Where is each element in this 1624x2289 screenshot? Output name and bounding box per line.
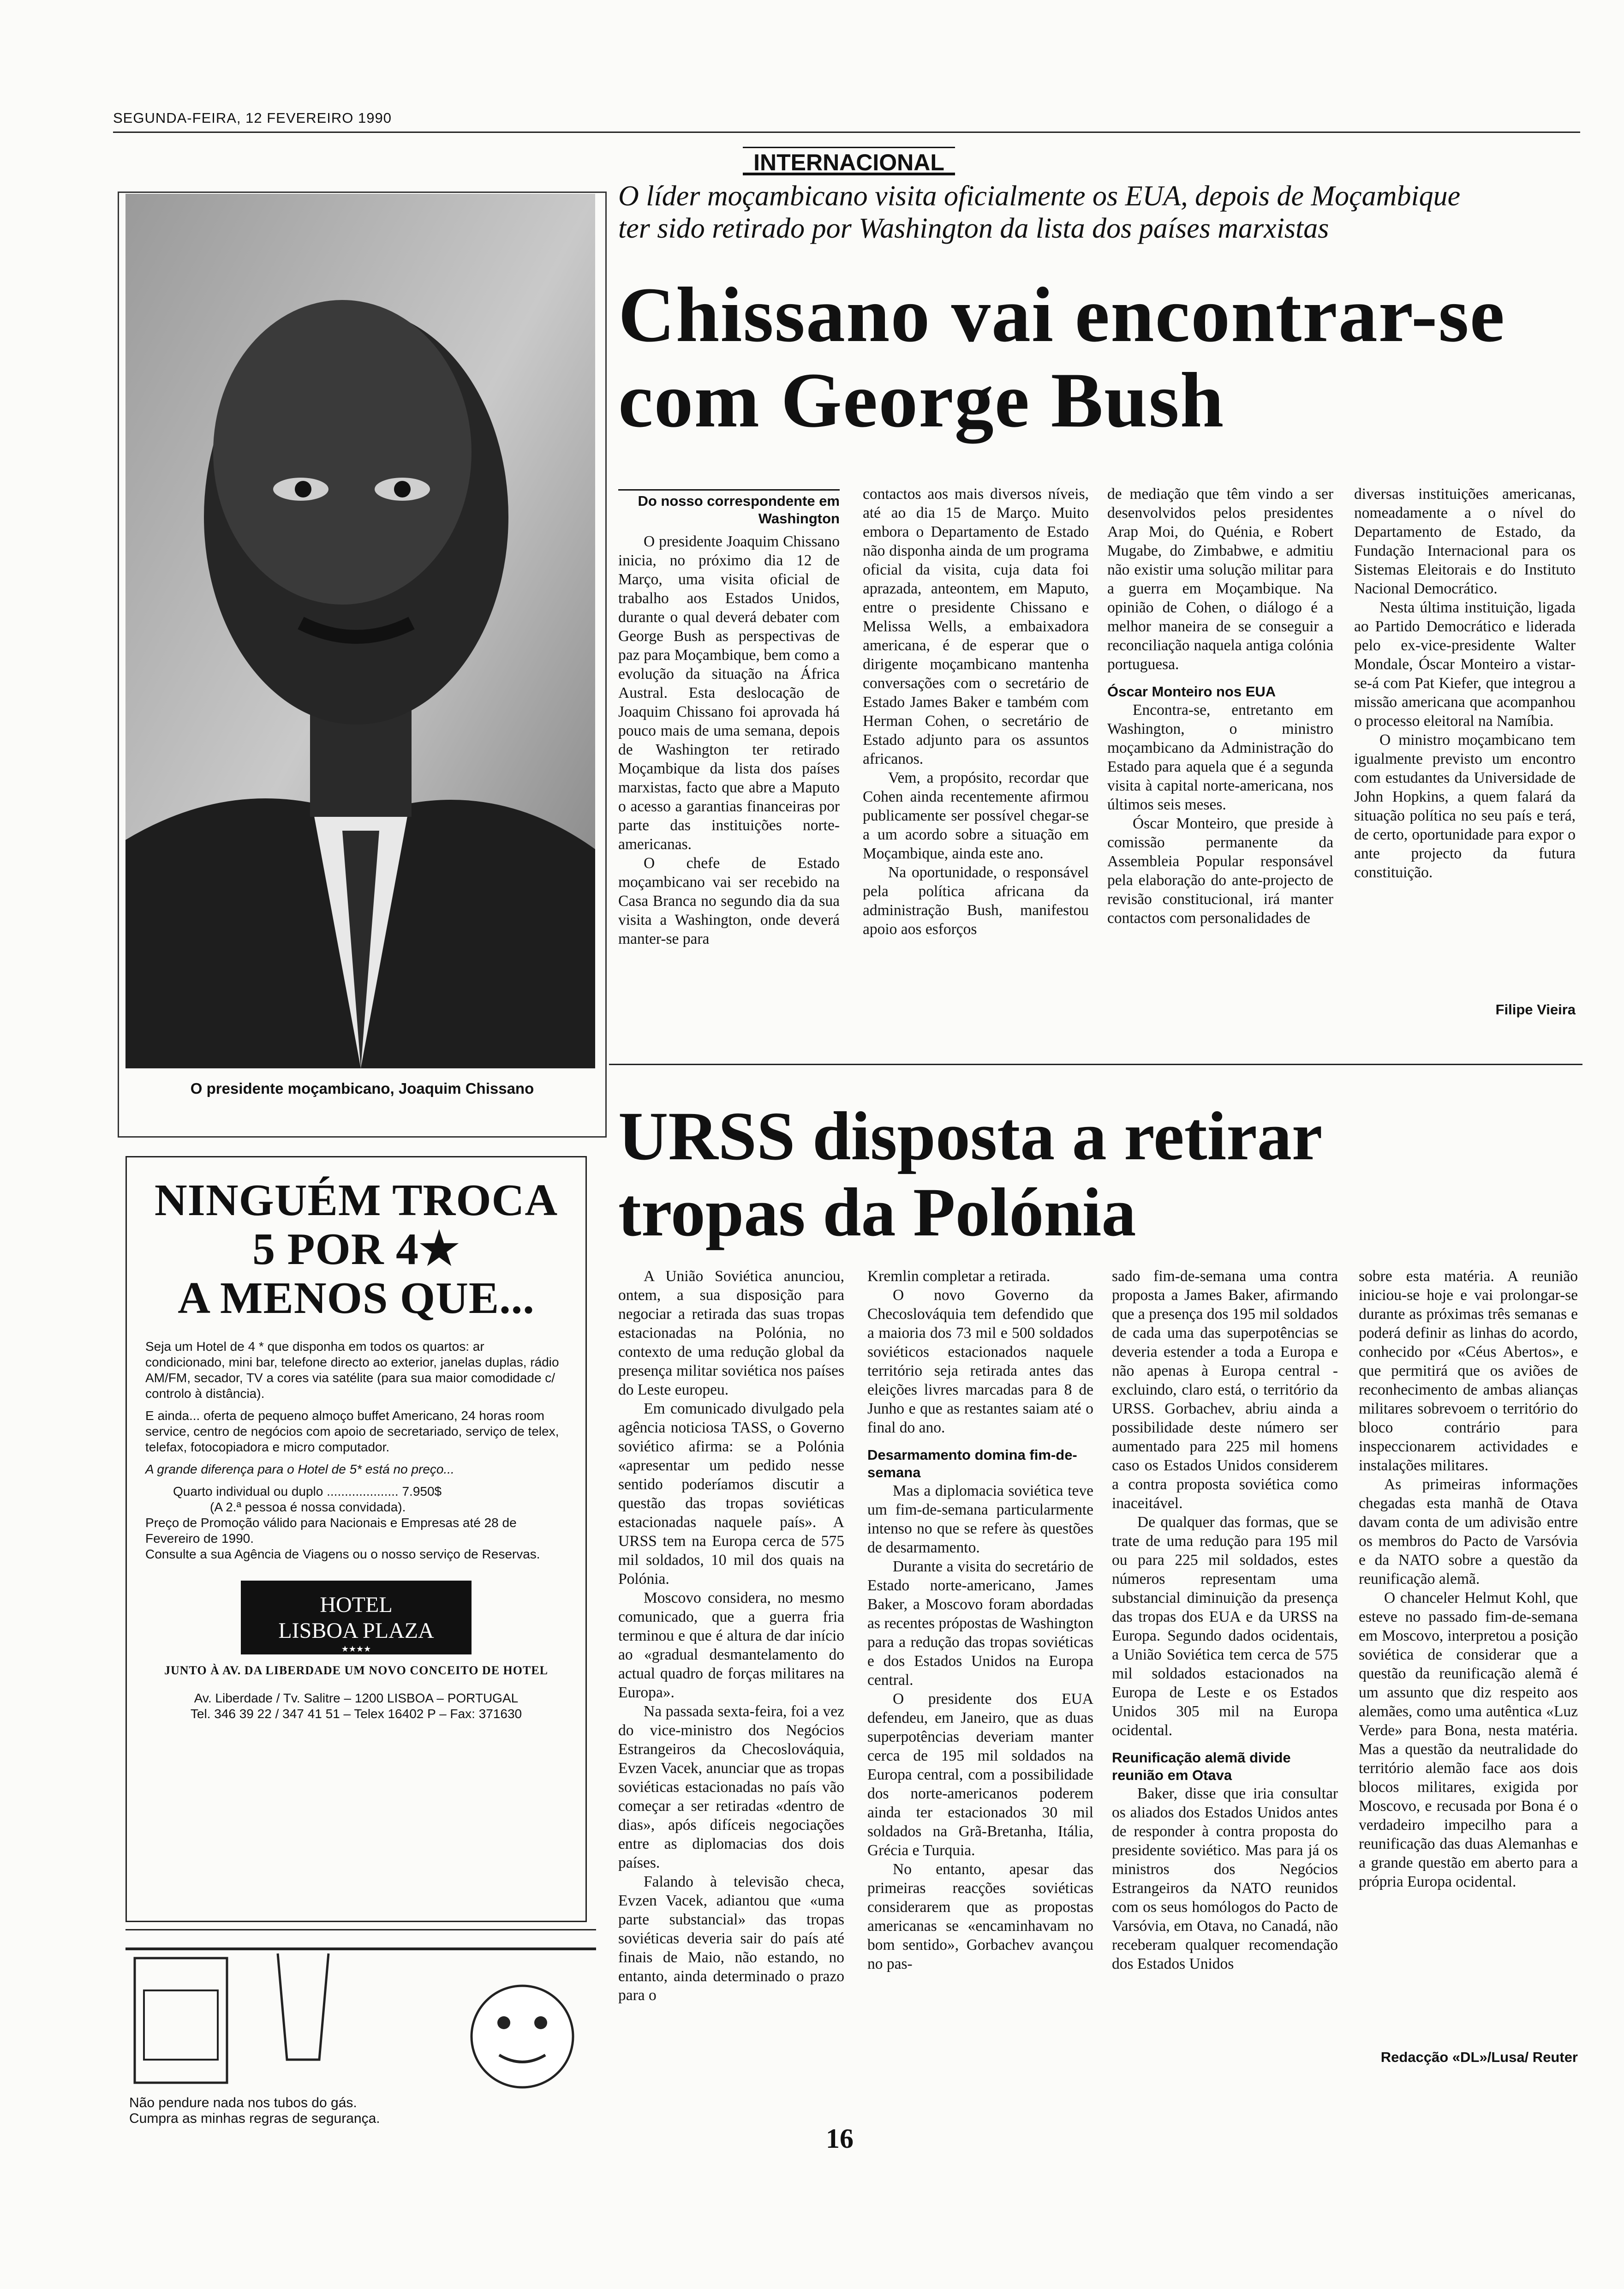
hotel-logo-stars: ★★★★	[341, 1644, 371, 1654]
story1-column-1	[618, 489, 840, 948]
paragraph: Óscar Monteiro, que preside à comissão permanente da Assembleia Popular responsável pela elaboração do ante-projecto de revisão constitucional, irá manter contactos com personalidades de	[1107, 815, 1333, 927]
advert-consult: Consulte a sua Agência de Viagens ou o nosso serviço de Reservas.	[145, 1547, 540, 1561]
paragraph: Falando à televisão checa, Evzen Vacek, adiantou que «uma parte substancial» das tropas soviéticas deveria sair do país até finais de Maio, não estando, no entanto, ainda determinado o prazo para o	[618, 1873, 844, 2004]
paragraph: A União Soviética anunciou, ontem, a sua disposição para negociar a retirada das suas tropas estacionadas na Polónia, no contexto de uma redução global da presença militar soviética nos países do Leste europeu.	[618, 1268, 844, 1398]
paragraph: contactos aos mais diversos níveis, até ao dia 15 de Março. Muito embora o Departamento de Estado não disponha ainda de um programa oficial da visita, cuja data foi aprazada, anteontem, em Maputo, entre o presidente Chissano e Melissa Wells, a embaixadora americana, é de esperar que o dirigente moçambicano mantenha conversações com o secretário de Estado James Baker e também com Herman Cohen, o secretário de Estado adjunto para os assuntos africanos.	[863, 485, 1089, 767]
headline-line-1: Chissano vai encontrar-se	[618, 271, 1506, 358]
headline-line-1: URSS disposta a retirar	[618, 1098, 1323, 1174]
story1-column-4	[1354, 485, 1576, 882]
cartoon-caption-line-1: Não pendure nada nos tubos do gás.	[129, 2095, 357, 2110]
advert-paragraph: Seja um Hotel de 4 * que disponha em todos os quartos: ar condicionado, mini bar, telefone directo ao exterior, janelas duplas, rádio AM/FM, secador, TV a cores via satélite (para sua maior comodidade c/ controlo à distância).	[145, 1339, 559, 1401]
advert-paragraph: E ainda... oferta de pequeno almoço buffet Americano, 24 horas room service, centro de negócios com apoio de secretariado, serviço de telex, telefax, fotocopiadora e micro computador.	[145, 1408, 559, 1454]
paragraph: Durante a visita do secretário de Estado norte-americano, James Baker, a Moscovo foram abordadas as recentes própostas de Washington para a redução das tropas soviéticas e dos Estados Unidos na Europa central.	[867, 1558, 1093, 1689]
paragraph: O presidente Joaquim Chissano inicia, no próximo dia 12 de Março, uma visita oficial de trabalho aos Estados Unidos, durante o qual deverá debater com George Bush as perspectivas de paz para Moçambique, bem como a evolução da situação na África Austral. Esta deslocação de Joaquim Chissano foi aprovada há pouco mais de uma semana, depois de Washington ter retirado Moçambique da lista dos países marxistas, facto que abre a Maputo o acesso a garantias financeiras por parte das instituições norte-americanas.	[618, 533, 840, 853]
paragraph: de mediação que têm vindo a ser desenvolvidos pelos presidentes Arap Moi, do Quénia, e Robert Mugabe, do Zimbabwe, e admitiu não existir uma solução militar para a guerra em Moçambique. Na opinião de Cohen, o diálogo é a melhor maneira de se conseguir a reconciliação naquela antiga colónia portuguesa.	[1107, 485, 1333, 673]
photo-caption: O presidente moçambicano, Joaquim Chissano	[190, 1080, 534, 1097]
story2-column-4	[1359, 1267, 1578, 1891]
strap-line-1: O líder moçambicano visita oficialmente os EUA, depois de Moçambique	[618, 180, 1461, 212]
story2-signature: Redacção «DL»/Lusa/ Reuter	[1380, 2049, 1578, 2065]
paragraph: O chefe de Estado moçambicano vai ser recebido na Casa Branca no segundo dia da sua visita a Washington, onde deverá manter-se para	[618, 855, 840, 947]
chissano-photo	[125, 194, 595, 1068]
story2-column-2	[867, 1267, 1093, 1973]
strap-line-2: ter sido retirado por Washington da lista dos países marxistas	[618, 213, 1329, 244]
advert-body	[145, 1339, 567, 1562]
top-rule	[113, 132, 1580, 133]
paragraph: Na oportunidade, o responsável pela política africana da administração Bush, manifestou apoio aos esforços	[863, 864, 1089, 938]
advert-title-line-1: NINGUÉM TROCA	[154, 1175, 558, 1225]
story1-headline	[618, 272, 1587, 443]
advert-paragraph: A grande diferença para o Hotel de 5* está no preço...	[145, 1462, 454, 1476]
paragraph: Baker, disse que iria consultar os aliados dos Estados Unidos antes de responder à contra proposta do presidente soviético. Mas para já os ministros dos Negócios Estrangeiros da NATO reunidos com os seus homólogos do Pacto de Varsóvia, em Otava, no Canadá, não receberam qualquer recomendação dos Estados Unidos	[1112, 1785, 1338, 1972]
hotel-logo-line-1: HOTEL	[320, 1593, 393, 1617]
page-number: 16	[826, 2123, 854, 2154]
advert-promo: Preço de Promoção válido para Nacionais e Empresas até 28 de Fevereiro de 1990.	[145, 1516, 517, 1546]
subheading: Reunificação alemã divide reunião em Otava	[1112, 1750, 1291, 1783]
paragraph: Vem, a propósito, recordar que Cohen ainda recentemente afirmou publicamente ser possível chegar-se a um acordo sobre a situação em Moçambique, ainda este ano.	[863, 769, 1089, 862]
paragraph: Nesta última instituição, ligada ao Partido Democrático e liderada pelo ex-vice-presidente Walter Mondale, Óscar Monteiro a vistar-se-á com Pat Kiefer, que integrou a missão americana que acompanhou o processo eleitoral na Namíbia.	[1354, 599, 1576, 730]
paragraph: Na passada sexta-feira, foi a vez do vice-ministro dos Negócios Estrangeiros da Checoslováquia, Evzen Vacek, anunciar que as tropas soviéticas estacionadas no país vão começar a ser retiradas «dentro de dias», após difíceis negociações entre as diplomacias dos dois países.	[618, 1703, 844, 1871]
advert-slogan: JUNTO À AV. DA LIBERDADE UM NOVO CONCEITO DE HOTEL	[164, 1664, 549, 1677]
paragraph: De qualquer das formas, que se trate de uma redução para 195 mil ou para 225 mil soldados, estes números representam uma substancial diminuição da presença das tropas dos EUA e da URSS na Europa. Segundo dados ocidentais, a União Soviética tem cerca de 575 mil soldados estacionados na Europa de Leste e os Estados Unidos 305 mil na Europa ocidental.	[1112, 1514, 1338, 1739]
section-label: INTERNACIONAL	[743, 147, 955, 175]
advert-address-line: Av. Liberdade / Tv. Salitre – 1200 LISBOA – PORTUGAL	[194, 1691, 519, 1705]
hotel-logo	[241, 1581, 472, 1654]
cartoon-caption-line-2: Cumpra as minhas regras de segurança.	[129, 2111, 380, 2126]
hotel-advert	[125, 1156, 587, 1922]
hotel-logo-line-2: LISBOA PLAZA	[278, 1618, 434, 1643]
paragraph: Em comunicado divulgado pela agência noticiosa TASS, o Governo soviético afirma: se a Polónia «apresentar um pedido nesse sentido poderíamos discutir a questão das tropas soviéticas estacionadas naquele país». A URSS tem na Europa cerca de 575 mil soldados, 10 mil dos quais na Polónia.	[618, 1400, 844, 1588]
advert-contacts: Tel. 346 39 22 / 347 41 51 – Telex 16402 P – Fax: 371630	[190, 1707, 522, 1721]
paragraph: Kremlin completar a retirada.	[867, 1268, 1051, 1285]
advert-address	[145, 1690, 567, 1722]
byline: Do nosso correspondente em Washington	[618, 489, 840, 527]
paragraph: O ministro moçambicano tem igualmente previsto um encontro com estudantes da Universidade de John Hopkins, a quem falará da situação política no seu país e terá, de certo, oportunidade para expor o ante projecto da futura constituição.	[1354, 731, 1576, 881]
paragraph: sado fim-de-semana uma contra proposta a James Baker, afirmando que a presença dos 195 mil soldados de cada uma das superpotências se deveria estender a toda a Europa e não apenas à Europa central - excluindo, claro está, o território da URSS. Gorbachev, abriu ainda a possibilidade deste número ser aumentado para 225 mil homens caso os Estados Unidos considerem a contra proposta soviética como inaceitável.	[1112, 1268, 1338, 1512]
story1-column-3	[1107, 485, 1333, 928]
advert-price-note: (A 2.ª pessoa é nossa convidada).	[210, 1500, 406, 1514]
subheading: Óscar Monteiro nos EUA	[1107, 683, 1276, 700]
advert-title	[145, 1176, 567, 1323]
advert-title-line-3: A MENOS QUE...	[178, 1273, 535, 1323]
paragraph: O presidente dos EUA defendeu, em Janeiro, que as duas superpotências deveriam manter cerca de 195 mil soldados na Europa central, com a possibilidade dos norte-americanos poderem ainda ter estacionados 30 mil soldados na Grã-Bretanha, Itália, Grécia e Turquia.	[867, 1690, 1093, 1859]
paragraph: O chanceler Helmut Kohl, que esteve no passado fim-de-semana em Moscovo, interpretou a posição soviética de considerar que a questão da reunificação alemã é um assunto que diz respeito aos alemães, como uma autêntica «Luz Verde» para Bona, nesta matéria. Mas a questão da neutralidade do território alemão face aos dois blocos militares, exigida por Moscovo, e recusada por Bona é o verdadeiro impecilho para a reunificação das duas Alemanhas e a grande questão em aberto para a própria Europa ocidental.	[1359, 1589, 1578, 1890]
story1-strap	[618, 180, 1532, 245]
advert-title-line-2: 5 POR 4★	[252, 1224, 460, 1274]
paragraph: diversas instituições americanas, nomeadamente a o nível do Departamento de Estado, da Fundação Internacional para os Sistemas Eleitorais e do Instituto Nacional Democrático.	[1354, 485, 1576, 597]
story1-column-2	[863, 485, 1089, 939]
cartoon-caption	[129, 2095, 380, 2127]
headline-line-2: tropas da Polónia	[618, 1174, 1136, 1251]
story2-column-3	[1112, 1267, 1338, 1973]
paragraph: Moscovo considera, no mesmo comunicado, que a guerra fria terminou e que é altura de dar início ao «gradual desmantelamento do actual quadro de forças militares na Europa».	[618, 1589, 844, 1701]
subheading: Desarmamento domina fim-de-semana	[867, 1447, 1077, 1480]
paragraph: No entanto, apesar das primeiras reacções soviéticas considerarem que as propostas americanas se «encaminhavam no bom sentido», Gorbachev avançou no pas-	[867, 1861, 1093, 1972]
story2-column-1	[618, 1267, 844, 2005]
gas-safety-cartoon	[125, 1929, 596, 2109]
headline-line-2: com George Bush	[618, 357, 1225, 443]
paragraph: Mas a diplomacia soviética teve um fim-de-semana particularmente intenso no que se refere às questões de desarmamento.	[867, 1482, 1093, 1556]
story-divider	[609, 1064, 1582, 1065]
paragraph: O novo Governo da Checoslováquia tem defendido que a maioria dos 73 mil e 500 soldados soviéticos estacionados naquele território seja retirada antes das eleições livres marcadas para 8 de Junho e que as restantes saiam até o final do ano.	[867, 1287, 1093, 1436]
paragraph: As primeiras informações chegadas esta manhã de Otava davam conta de um adivisão entre os membros do Pacto de Varsóvia e da NATO sobre a questão da reunificação alemã.	[1359, 1476, 1578, 1588]
paragraph: Encontra-se, entretanto em Washington, o ministro moçambicano da Administração do Estado para aquela que é a segunda visita à capital norte-americana, nos últimos seis meses.	[1107, 701, 1333, 813]
story1-signature: Filipe Vieira	[1495, 1001, 1576, 1018]
story2-headline	[618, 1098, 1587, 1251]
dateline: SEGUNDA-FEIRA, 12 FEVEREIRO 1990	[113, 110, 392, 126]
paragraph: sobre esta matéria. A reunião iniciou-se hoje e vai prolongar-se durante as próximas três semanas e poderá definir as linhas do acordo, conhecido por «Céus Abertos», e que permitirá que os aviões de reconhecimento de ambas alianças militares sobrevoem o território do bloco contrário para inspeccionarem actividades e instalações militares.	[1359, 1268, 1578, 1474]
advert-price: Quarto individual ou duplo .................... 7.950$	[173, 1484, 442, 1498]
